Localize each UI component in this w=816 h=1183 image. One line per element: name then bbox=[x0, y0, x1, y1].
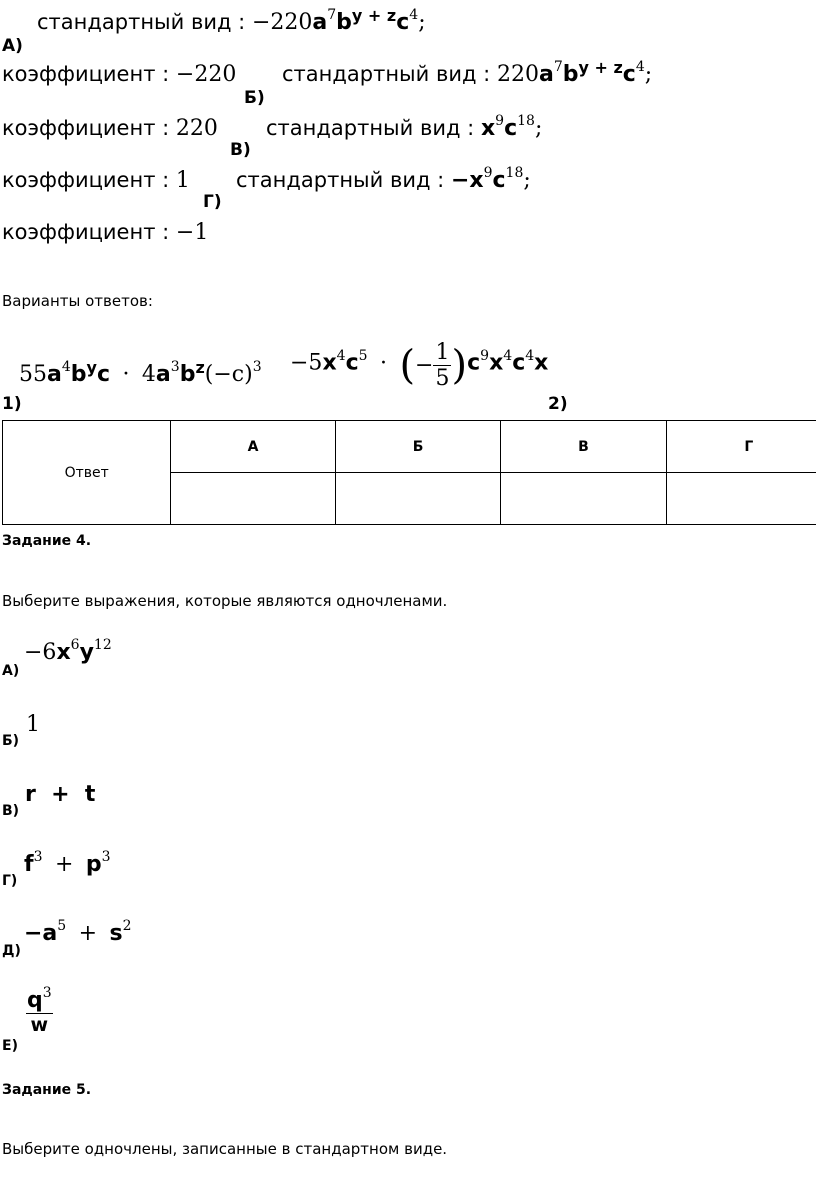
exp: 4 bbox=[336, 347, 346, 364]
plus: + bbox=[78, 921, 98, 946]
task4-label-d: Д) bbox=[2, 943, 21, 959]
std-form-line-1 bbox=[282, 58, 653, 87]
var-b: b bbox=[562, 62, 579, 87]
exp: 4 bbox=[635, 59, 645, 75]
var-x: x bbox=[56, 640, 71, 665]
exp: 7 bbox=[553, 59, 563, 75]
coef-label: коэффициент : bbox=[2, 62, 170, 86]
coef: 55 bbox=[19, 362, 47, 387]
var-c: c bbox=[512, 350, 526, 376]
task4-label-g: Г) bbox=[2, 873, 18, 889]
exp: 9 bbox=[495, 113, 505, 129]
exp: 3 bbox=[170, 359, 180, 375]
paren-left: ( bbox=[399, 342, 416, 389]
exp: 7 bbox=[327, 7, 337, 23]
exp: z bbox=[195, 358, 205, 377]
coef-label: коэффициент : bbox=[2, 220, 170, 244]
coef: −220 bbox=[251, 10, 313, 35]
fraction bbox=[433, 340, 451, 391]
option-1-expression bbox=[19, 358, 262, 387]
task4-option-b-expr: 1 bbox=[26, 712, 40, 737]
var-y: y bbox=[79, 640, 94, 665]
task4-label-b: Б) bbox=[2, 733, 20, 749]
var-c: c bbox=[467, 350, 481, 376]
answer-row-label: Ответ bbox=[3, 421, 171, 525]
numerator: 1 bbox=[435, 340, 450, 365]
exp: 6 bbox=[70, 637, 80, 653]
var-f: f bbox=[24, 852, 34, 877]
var-a: a bbox=[538, 62, 554, 87]
exp: 4 bbox=[409, 7, 419, 23]
exp: y bbox=[86, 358, 97, 377]
coef-line-3 bbox=[2, 168, 190, 193]
label-b: Б) bbox=[244, 88, 265, 108]
exp: 12 bbox=[93, 637, 112, 653]
coef-value: −1 bbox=[175, 220, 209, 245]
exp: 4 bbox=[503, 347, 513, 364]
answer-cell-a[interactable] bbox=[171, 473, 336, 525]
option-2-label: 2) bbox=[548, 394, 568, 414]
exp: 3 bbox=[33, 849, 43, 865]
var-a: a bbox=[312, 10, 328, 35]
answer-cell-g[interactable] bbox=[666, 473, 816, 525]
var-c: c bbox=[396, 10, 410, 35]
std-form-label: стандартный вид : bbox=[266, 116, 475, 140]
task4-option-d-expr bbox=[24, 918, 132, 946]
answers-title: Варианты ответов: bbox=[2, 292, 153, 310]
exp: y + z bbox=[578, 58, 623, 77]
std-form-line-3 bbox=[236, 165, 531, 193]
var-w: w bbox=[30, 1014, 49, 1036]
exp: 5 bbox=[57, 918, 67, 934]
std-form-label: стандартный вид : bbox=[37, 10, 246, 34]
exp: 2 bbox=[122, 918, 132, 934]
coef: 4 bbox=[141, 362, 156, 387]
var-c: c bbox=[504, 116, 518, 141]
exp: 9 bbox=[480, 347, 490, 364]
coef-label: коэффициент : bbox=[2, 168, 170, 192]
plus: + bbox=[54, 852, 74, 877]
var-x: x bbox=[322, 350, 337, 376]
exp: 5 bbox=[358, 347, 368, 364]
coef-line-2 bbox=[2, 116, 218, 141]
coef: −5 bbox=[290, 350, 323, 376]
task4-label-e: Е) bbox=[2, 1038, 18, 1054]
exp: 4 bbox=[61, 359, 71, 375]
std-form-label: стандартный вид : bbox=[282, 62, 491, 86]
header-b: Б bbox=[335, 421, 500, 473]
std-form-label: стандартный вид : bbox=[236, 168, 445, 192]
exp: 18 bbox=[505, 165, 524, 181]
answer-cell-v[interactable] bbox=[501, 473, 666, 525]
var-a: a bbox=[47, 362, 62, 387]
task4-option-e-expr bbox=[26, 985, 53, 1036]
exp: 3 bbox=[252, 359, 262, 375]
header-a: А bbox=[171, 421, 336, 473]
coef: 220 bbox=[496, 62, 539, 87]
task4-option-a-expr bbox=[24, 637, 112, 665]
answer-table bbox=[2, 420, 816, 525]
var-c: c bbox=[345, 350, 359, 376]
fraction-numerator bbox=[26, 985, 53, 1014]
paren-right: ) bbox=[451, 342, 468, 389]
option-2-expression bbox=[290, 340, 548, 391]
std-form-line-0 bbox=[37, 6, 426, 35]
semicolon: ; bbox=[644, 62, 653, 87]
coef-line-1 bbox=[2, 62, 236, 87]
coef-value: −220 bbox=[175, 62, 237, 87]
exp: 3 bbox=[101, 849, 111, 865]
coef-label: коэффициент : bbox=[2, 116, 170, 140]
var-x: −x bbox=[450, 168, 484, 193]
dot: · bbox=[122, 362, 130, 387]
exp: 3 bbox=[42, 985, 52, 1001]
var-c: c bbox=[492, 168, 506, 193]
dot: · bbox=[379, 350, 387, 376]
semicolon: ; bbox=[534, 116, 543, 141]
task4-question: Выберите выражения, которые являются одночленами. bbox=[2, 592, 448, 610]
var-x: x bbox=[480, 116, 496, 141]
exp: 4 bbox=[525, 347, 535, 364]
semicolon: ; bbox=[523, 168, 531, 193]
coef-value: 1 bbox=[175, 168, 190, 193]
var-c: c bbox=[96, 362, 111, 387]
task4-option-v-expr: r + t bbox=[25, 782, 96, 807]
var-c: c bbox=[622, 62, 636, 87]
task5-title: Задание 5. bbox=[2, 1082, 92, 1098]
var-b: b bbox=[179, 362, 196, 387]
label-a: А) bbox=[2, 36, 23, 56]
task4-label-v: В) bbox=[2, 803, 20, 819]
coef-value: 220 bbox=[175, 116, 218, 141]
var-b: b bbox=[70, 362, 87, 387]
semicolon: ; bbox=[418, 10, 426, 35]
var-q: q bbox=[27, 988, 43, 1013]
task5-question: Выберите одночлены, записанные в стандартном виде. bbox=[2, 1140, 448, 1158]
label-v: В) bbox=[230, 140, 251, 160]
var-x: x bbox=[534, 350, 549, 376]
exp: 9 bbox=[483, 165, 493, 181]
denominator: 5 bbox=[435, 366, 450, 391]
var-x: x bbox=[489, 350, 504, 376]
var-a: −a bbox=[24, 921, 58, 946]
paren-expr: (−c) bbox=[204, 362, 253, 387]
header-v: В bbox=[501, 421, 666, 473]
var-p: p bbox=[85, 852, 102, 877]
coef: −6 bbox=[24, 640, 57, 665]
var-s: s bbox=[109, 921, 123, 946]
header-g: Г bbox=[666, 421, 816, 473]
option-1-label: 1) bbox=[2, 394, 22, 414]
var-b: b bbox=[336, 10, 352, 35]
minus: − bbox=[415, 353, 434, 378]
task4-label-a: А) bbox=[2, 663, 20, 679]
answer-cell-b[interactable] bbox=[335, 473, 500, 525]
task4-title: Задание 4. bbox=[2, 533, 92, 549]
var-a: a bbox=[155, 362, 171, 387]
coef-line-4 bbox=[2, 220, 208, 245]
label-g: Г) bbox=[203, 192, 222, 212]
exp: 18 bbox=[517, 113, 535, 129]
task4-option-g-expr bbox=[24, 849, 111, 877]
exp: y + z bbox=[351, 6, 397, 25]
std-form-line-2 bbox=[266, 113, 543, 141]
